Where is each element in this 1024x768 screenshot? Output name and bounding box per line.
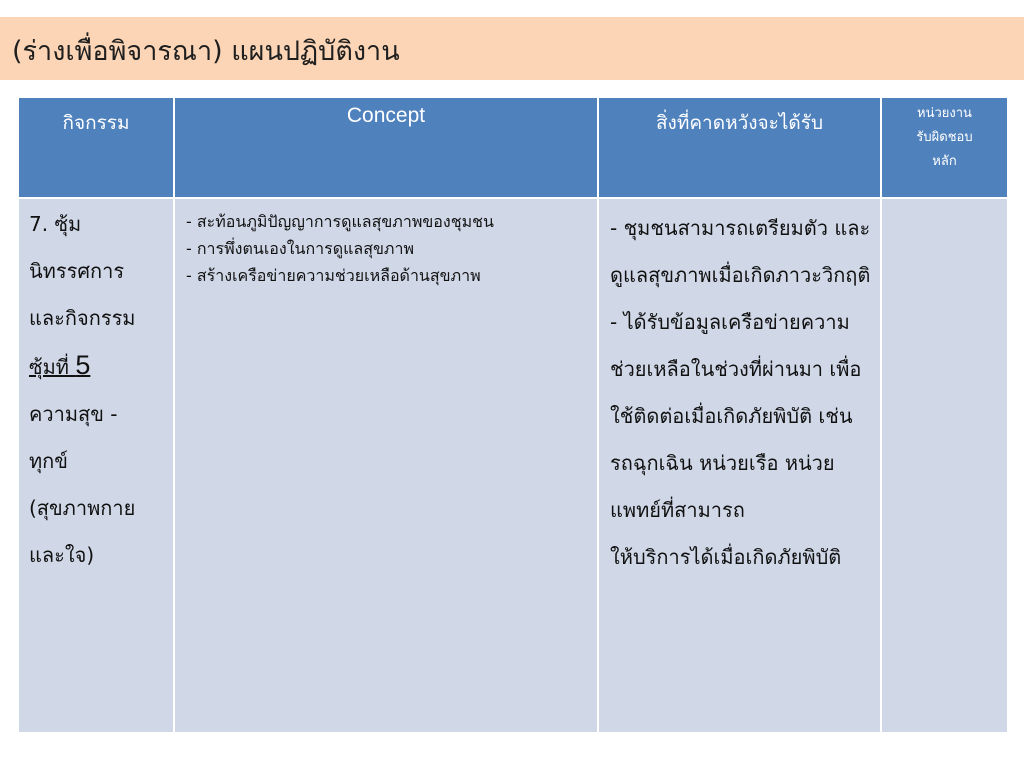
header-activity: กิจกรรม — [18, 97, 174, 198]
table-header-row — [18, 97, 1008, 198]
title-bar — [0, 17, 1024, 80]
concept-item: - สร้างเครือข่ายความช่วยเหลือด้านสุขภาพ — [186, 266, 481, 285]
activity-line: และกิจกรรม — [29, 306, 136, 330]
table-row — [18, 198, 1008, 733]
header-responsible-line: หน่วยงาน — [917, 106, 972, 121]
activity-line: ทุกข์ — [29, 449, 68, 473]
expected-list — [600, 200, 879, 581]
header-expected: สิ่งที่คาดหวังจะได้รับ — [598, 97, 881, 198]
activity-line: 7. ซุ้ม — [29, 212, 82, 236]
activity-line: และใจ) — [29, 543, 95, 567]
cell-concept — [174, 198, 598, 733]
expected-item: - ได้รับข้อมูลเครือข่ายความช่วยเหลือในช่วงที่ผ่านมา เพื่อใช้ติดต่อเมื่อเกิดภัยพิบัติ เช่น รถฉุกเฉิน หน่วยเรือ หน่วยแพทย์ที่สามารถ — [610, 310, 862, 522]
activity-line: (สุขภาพกาย — [29, 496, 136, 520]
cell-responsible — [881, 198, 1008, 733]
header-responsible — [881, 97, 1008, 198]
cell-expected — [598, 198, 881, 733]
booth-prefix: ซุ้มที่ — [29, 355, 76, 379]
activity-booth-number — [29, 342, 165, 391]
header-responsible-line: หลัก — [932, 154, 957, 169]
action-plan-table — [17, 96, 1009, 734]
booth-number: 5 — [75, 350, 91, 380]
header-responsible-line: รับผิดชอบ — [916, 130, 973, 145]
activity-line: นิทรรศการ — [29, 259, 125, 283]
expected-item: - ชุมชนสามารถเตรียมตัว และดูแลสุขภาพเมื่อเกิดภาวะวิกฤติ — [610, 216, 871, 287]
slide-title: (ร่างเพื่อพิจารณา) แผนปฏิบัติงาน — [12, 36, 400, 67]
expected-item: ให้บริการได้เมื่อเกิดภัยพิบัติ — [610, 545, 842, 569]
cell-activity — [18, 198, 174, 733]
activity-line: ความสุข - — [29, 402, 118, 426]
concept-list — [176, 200, 596, 289]
concept-item: - การพึ่งตนเองในการดูแลสุขภาพ — [186, 239, 415, 258]
header-concept: Concept — [174, 97, 598, 198]
concept-item: - สะท้อนภูมิปัญญาการดูแลสุขภาพของชุมชน — [186, 212, 494, 231]
